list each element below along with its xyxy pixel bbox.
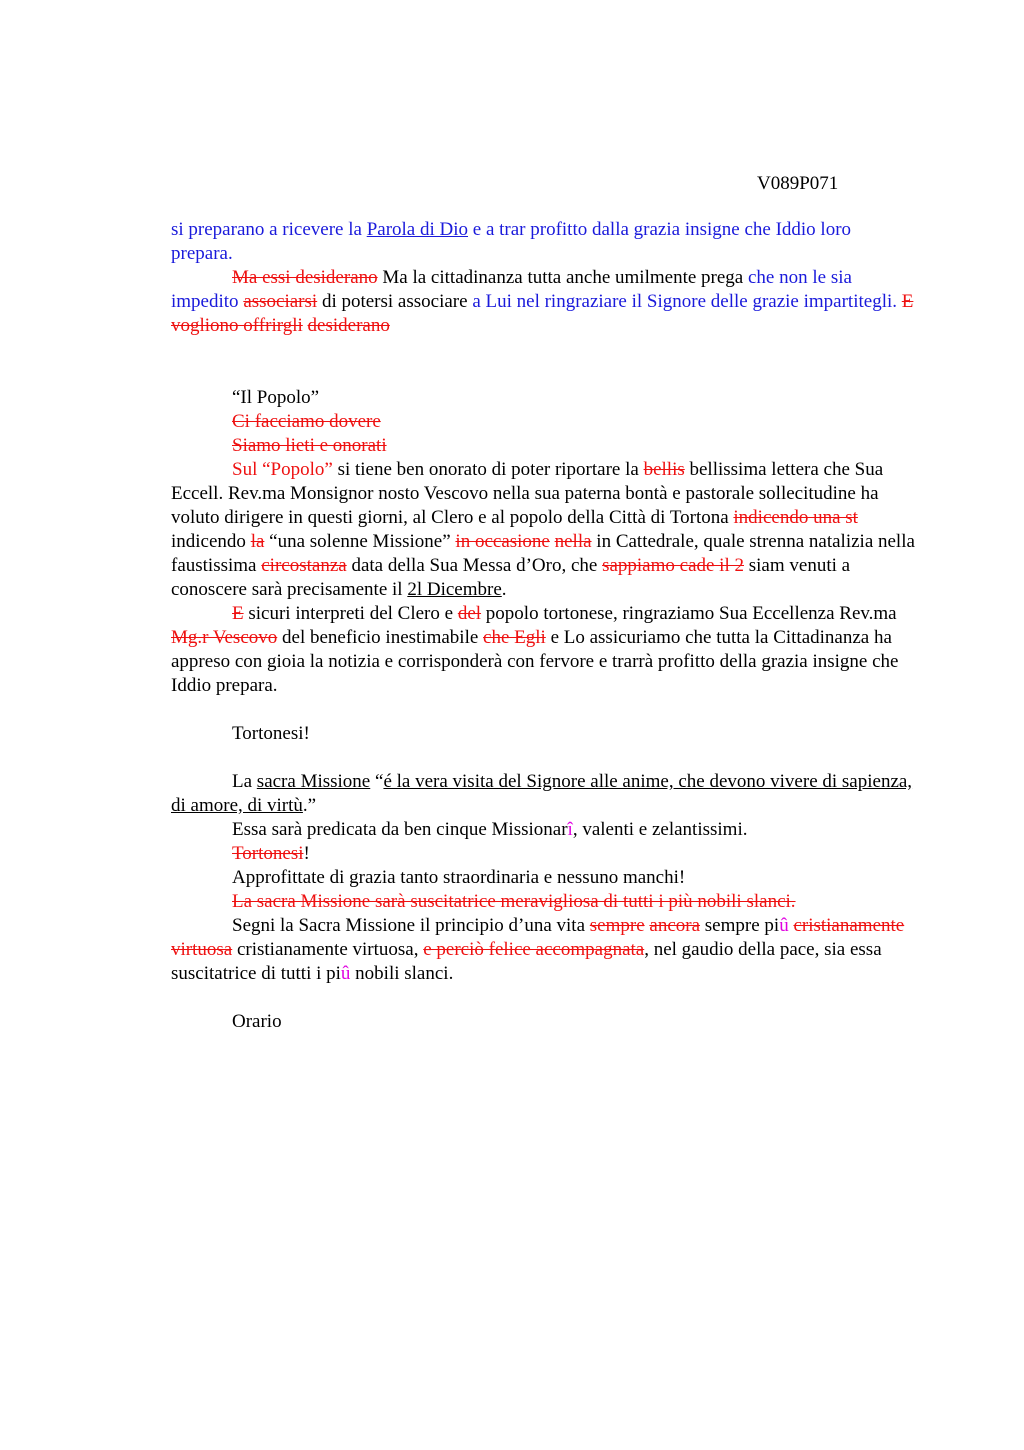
deleted-text: nella: [554, 531, 592, 552]
deleted-text: sempre: [589, 915, 645, 936]
marked-character: î: [567, 819, 573, 840]
paragraph-5: La sacra Missione “é la vera visita del Signore alle anime, che devono vivere di sapienza, di amore, di virtù.”: [171, 771, 913, 816]
deleted-text: la: [250, 531, 265, 552]
spacer: [171, 986, 916, 1010]
deleted-text: desiderano: [307, 315, 390, 336]
deleted-text: indicendo una st: [733, 507, 858, 528]
heading-orario: Orario: [232, 1011, 282, 1032]
deleted-text: associarsi: [243, 291, 318, 312]
inserted-text: a Lui nel ringraziare il Signore delle grazie impartitegli.: [472, 291, 898, 312]
deleted-text: E: [232, 603, 244, 624]
paragraph-7: Tortonesi!: [232, 843, 310, 864]
paragraph-10: Segni la Sacra Missione il principio d’una vita sempre ancora sempre piû cristianamente virtuosa cristianamente virtuosa, e perciò felice accompagnata, nel gaudio della pace, sia essa suscitatrice di tutti i piû nobili slanci.: [171, 915, 905, 984]
deleted-paragraph: La sacra Missione sarà suscitatrice meravigliosa di tutti i più nobili slanci.: [232, 891, 796, 912]
spacer: [171, 746, 916, 770]
document-body: [171, 218, 916, 1034]
deleted-text: e perciò felice accompagnata: [423, 939, 645, 960]
marked-character: û: [779, 915, 789, 936]
paragraph-3: Sul “Popolo” si tiene ben onorato di poter riportare la bellis bellissima lettera che Sua Eccell. Rev.ma Monsignor nosto Vescovo nella sua paterna bontà e pastorale sollecitudine ha voluto dirigere in questi giorni, al Clero e al popolo della Città di Tortona indicendo una st indicendo la “una solenne Missione” in occasione nella in Cattedrale, quale strenna natalizia nella faustissima circostanza data della Sua Messa d’Oro, che sappiamo cade il 2 siam venuti a conoscere sarà precisamente il 2l Dicembre.: [171, 459, 915, 600]
highlighted-text: Sul “Popolo”: [232, 459, 333, 480]
deleted-text: cristianamente virtuosa: [171, 915, 905, 960]
deleted-line: Ci facciamo dovere: [232, 411, 381, 432]
deleted-text: che Egli: [483, 627, 546, 648]
paragraph-8: Approfittate di grazia tanto straordinaria e nessuno manchi!: [232, 867, 686, 888]
marked-character: û: [340, 963, 351, 984]
deleted-text: ancora: [649, 915, 701, 936]
underlined-phrase: Parola di Dio: [366, 219, 469, 240]
deleted-text: Ma essi desiderano: [232, 267, 378, 288]
deleted-text: in occasione: [455, 531, 550, 552]
underlined-phrase: sacra Missione: [256, 771, 371, 792]
deleted-line: Siamo lieti e onorati: [232, 435, 387, 456]
deleted-text: bellis: [643, 459, 685, 480]
deleted-text: E vogliono offrirgli: [171, 291, 914, 336]
paragraph-4: E sicuri interpreti del Clero e del popolo tortonese, ringraziamo Sua Eccellenza Rev.ma Mg.r Vescovo del beneficio inestimabile che Egli e Lo assicuriamo che tutta la Cittadinanza ha appreso con gioia la notizia e corrisponderà con fervore e trarrà profitto della grazia insigne che Iddio prepara.: [171, 603, 899, 696]
page-id: V089P071: [757, 173, 839, 194]
deleted-text: Tortonesi: [232, 843, 304, 864]
underlined-quote: é la vera visita del Signore alle anime, che devono vivere di sapienza, di amore, di virtù: [171, 771, 913, 816]
inserted-text: che non le sia impedito: [171, 267, 852, 312]
paragraph-6: Essa sarà predicata da ben cinque Missionarî, valenti e zelantissimi.: [232, 819, 748, 840]
deleted-text: del: [457, 603, 482, 624]
deleted-text: sappiamo cade il 2: [602, 555, 744, 576]
section-title-popolo: “Il Popolo”: [232, 387, 320, 408]
spacer: [171, 338, 916, 386]
deleted-text: circostanza: [261, 555, 347, 576]
heading-tortonesi: Tortonesi!: [232, 723, 310, 744]
underlined-date: 2l Dicembre: [407, 579, 502, 600]
paragraph-1: si preparano a ricevere la Parola di Dio e a trar profitto dalla grazia insigne che Iddio loro prepara.: [171, 219, 852, 264]
deleted-text: Mg.r Vescovo: [171, 627, 278, 648]
spacer: [171, 698, 916, 722]
paragraph-2: Ma essi desiderano Ma la cittadinanza tutta anche umilmente prega che non le sia impedito associarsi di potersi associare a Lui nel ringraziare il Signore delle grazie impartitegli. E vogliono offrirgli desiderano: [171, 267, 914, 336]
